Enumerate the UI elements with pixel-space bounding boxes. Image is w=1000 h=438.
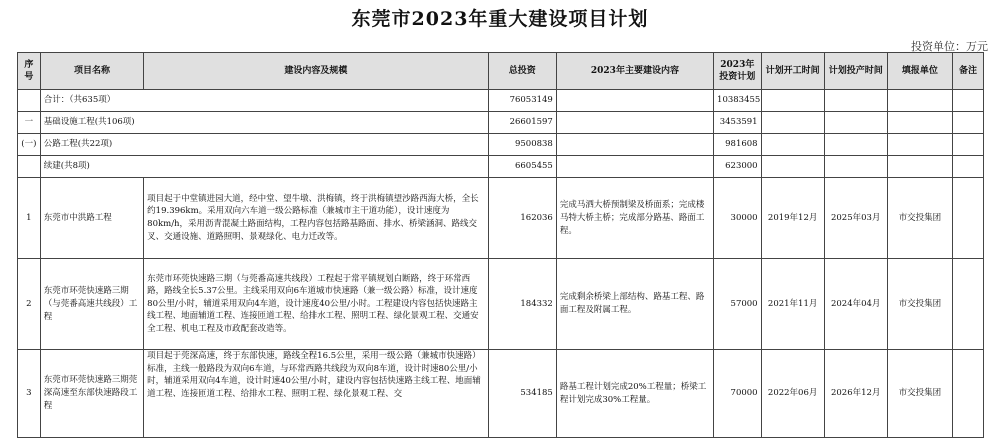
- col-header: 序号: [18, 53, 41, 90]
- summary-label: 续建(共8项): [40, 156, 488, 178]
- table-row: [18, 178, 984, 259]
- summary-row-highway: [18, 134, 984, 156]
- table-row: [18, 350, 984, 438]
- content-2023: 路基工程计划完成20%工程量；桥梁工程计划完成30%工程量。: [556, 350, 713, 438]
- remark: [952, 259, 983, 350]
- remark: [952, 178, 983, 259]
- seq-cell: 1: [18, 178, 41, 259]
- total-investment: 6605455: [488, 156, 556, 178]
- reporting-unit: 市交投集团: [887, 350, 952, 438]
- col-header: 2023年主要建设内容: [556, 53, 713, 90]
- summary-row-continuing: [18, 156, 984, 178]
- plan-2023: 3453591: [714, 112, 762, 134]
- summary-row-total: [18, 90, 984, 112]
- seq-cell: 2: [18, 259, 41, 350]
- plan-2023: 70000: [714, 350, 762, 438]
- finish-date: 2024年04月: [824, 259, 887, 350]
- unit-note: 投资单位：万元: [911, 40, 988, 53]
- col-header: 总投资: [488, 53, 556, 90]
- project-scope: 项目起于莞深高速，终于东部快速，路线全程16.5公里，采用一级公路（兼城市快速路）标准，主线一般路段为双向6车道，与环常西路共线段为双向8车道，设计时速80公里/小时，辅道采用双向4车道，设计时速40公里/小时，建设内容包括快速路主线工程、地面辅道工程、连接匝道工程、给排水工程、照明工程、绿化景观工程、交: [144, 350, 488, 438]
- summary-label: 公路工程(共22项): [40, 134, 488, 156]
- col-header: 计划投产时间: [824, 53, 887, 90]
- total-investment: 184332: [488, 259, 556, 350]
- col-header: 备注: [952, 53, 983, 90]
- reporting-unit: 市交投集团: [887, 259, 952, 350]
- summary-label: 基础设施工程(共106项): [40, 112, 488, 134]
- seq-cell: [18, 156, 41, 178]
- col-header: 计划开工时间: [761, 53, 824, 90]
- plan-2023: 30000: [714, 178, 762, 259]
- content-2023: 完成剩余桥梁上部结构、路基工程、路面工程及附属工程。: [556, 259, 713, 350]
- finish-date: 2026年12月: [824, 350, 887, 438]
- content-2023: 完成马洒大桥预制梁及桥面系；完成楼马特大桥主桥；完成部分路基、路面工程。: [556, 178, 713, 259]
- start-date: 2022年06月: [761, 350, 824, 438]
- project-name: 东莞市中洪路工程: [40, 178, 143, 259]
- start-date: 2019年12月: [761, 178, 824, 259]
- table-header-row: [18, 53, 984, 90]
- project-scope: 东莞市环莞快速路三期（与莞番高速共线段）工程起于常平镇规划白断路，终于环常西路，路线全长5.37公里。主线采用双向6车道城市快速路（兼一级公路）标准，设计速度80公里/小时，辅道采用双向4车道，设计速度40公里/小时。工程建设内容包括快速路主线工程、地面辅道工程、连接匝道工程、给排水工程、照明工程、绿化景观工程、交通安全工程、机电工程及市政配套改造等。: [144, 259, 488, 350]
- page-title: 东莞市2023年重大建设项目计划: [351, 8, 649, 30]
- total-investment: 9500838: [488, 134, 556, 156]
- seq-cell: (一): [18, 134, 41, 156]
- total-investment: 26601597: [488, 112, 556, 134]
- total-investment: 534185: [488, 350, 556, 438]
- project-name: 东莞市环莞快速路三期莞深高速至东部快速路段工程: [40, 350, 143, 438]
- reporting-unit: 市交投集团: [887, 178, 952, 259]
- seq-cell: [18, 90, 41, 112]
- plan-2023: 57000: [714, 259, 762, 350]
- summary-row-infrastructure: [18, 112, 984, 134]
- summary-label: 合计：（共635项）: [40, 90, 488, 112]
- total-investment: 162036: [488, 178, 556, 259]
- table-row: [18, 259, 984, 350]
- plan-2023: 623000: [714, 156, 762, 178]
- col-header: 填报单位: [887, 53, 952, 90]
- finish-date: 2025年03月: [824, 178, 887, 259]
- col-header: 项目名称: [40, 53, 143, 90]
- total-investment: 76053149: [488, 90, 556, 112]
- seq-cell: 3: [18, 350, 41, 438]
- project-table: [17, 52, 984, 438]
- project-scope: 项目起于中堂镇进园大道，经中堂、望牛墩、洪梅镇，终于洪梅镇望沙路西海大桥，全长约19.396km。采用双向六车道一级公路标准（兼城市主干道功能），设计速度为80km/h，采用沥青混凝土路面结构，工程内容包括路基路面、排水、桥梁涵洞、路线交叉、交通设施、道路照明、景观绿化、电力迁改等。: [144, 178, 488, 259]
- plan-2023: 10383455: [714, 90, 762, 112]
- start-date: 2021年11月: [761, 259, 824, 350]
- remark: [952, 350, 983, 438]
- col-header: 建设内容及规模: [144, 53, 488, 90]
- plan-2023: 981608: [714, 134, 762, 156]
- col-header: 2023年投资计划: [714, 53, 762, 90]
- seq-cell: 一: [18, 112, 41, 134]
- project-name: 东莞市环莞快速路三期（与莞番高速共线段）工程: [40, 259, 143, 350]
